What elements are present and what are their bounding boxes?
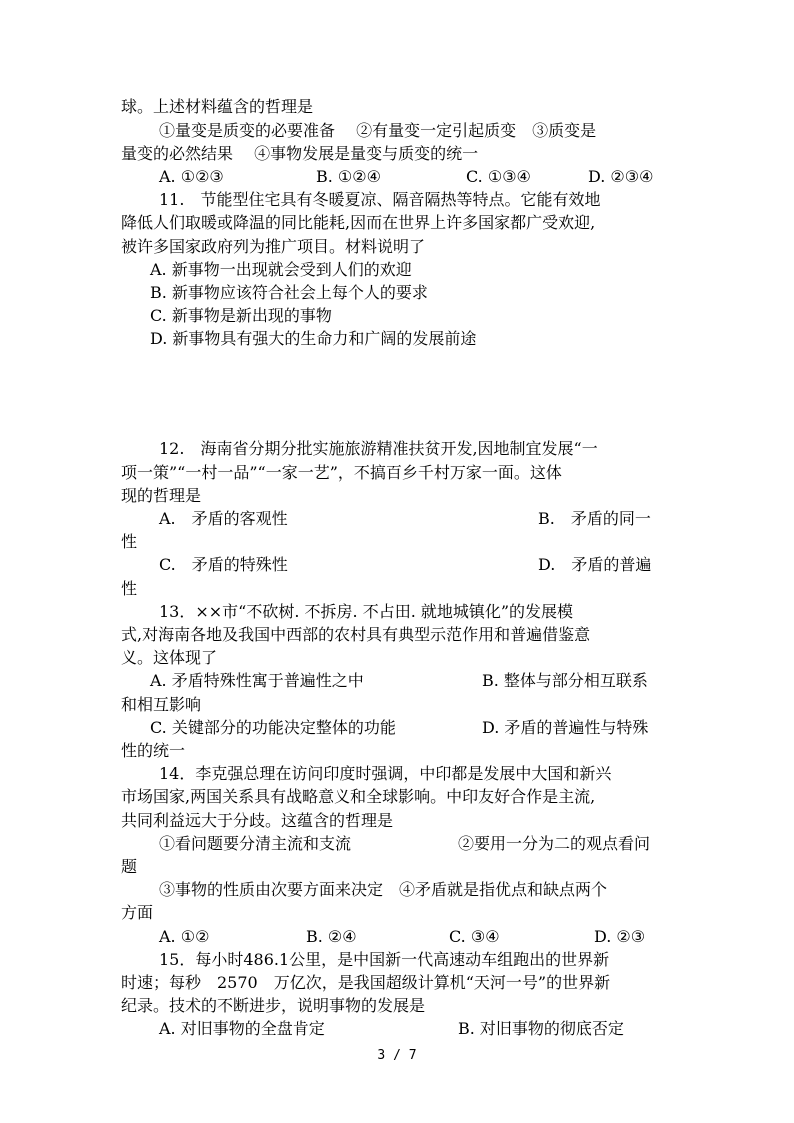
option-d: D. 矛盾的普遍 <box>538 555 652 574</box>
text-line: 现的哲理是 <box>121 486 202 505</box>
text-line: 降低人们取暖或降温的同比能耗,因而在世界上许多国家都广受欢迎, <box>121 213 596 232</box>
text-line: 量变的必然结果 ④事物发展是量变与质变的统一 <box>121 144 479 163</box>
text-line: 性的统一 <box>121 741 186 760</box>
option-b: B. 矛盾的同一 <box>538 509 651 528</box>
text-line: 题 <box>121 857 138 876</box>
option-b: B. ②④ <box>306 927 357 946</box>
question-13-stem: 13．××市“不砍树. 不拆房. 不占田. 就地城镇化”的发展模 <box>159 602 574 621</box>
option-c: C. 新事物是新出现的事物 <box>150 306 332 325</box>
text-line: 时速；每秒 2570 万亿次，是我国超级计算机“天河一号”的世界新 <box>121 973 611 992</box>
question-11-stem: 11. 节能型住宅具有冬暖夏凉、隔音隔热等特点。它能有效地 <box>159 190 601 209</box>
statement-1: ①看问题要分清主流和支流 <box>159 834 352 853</box>
question-15-stem: 15．每小时486.1公里，是中国新一代高速动车组跑出的世界新 <box>159 950 610 969</box>
option-c: C. ③④ <box>449 927 500 946</box>
option-d: D. 矛盾的普遍性与特殊 <box>482 718 649 737</box>
option-b: B. 对旧事物的彻底否定 <box>458 1019 624 1038</box>
option-d: D. ②③ <box>594 927 646 946</box>
option-a: A. 矛盾特殊性寓于普遍性之中 <box>150 671 364 690</box>
option-c: C. 关键部分的功能决定整体的功能 <box>150 718 396 737</box>
option-c: C. 矛盾的特殊性 <box>159 555 288 574</box>
text-line: 义。这体现了 <box>121 648 218 667</box>
option-b: B. ①②④ <box>316 167 381 186</box>
option-a: A. ①②③ <box>159 167 224 186</box>
option-a: A. ①② <box>159 927 210 946</box>
question-12-stem: 12. 海南省分期分批实施旅游精准扶贫开发,因地制宜发展“一 <box>159 439 598 458</box>
text-line: ①量变是质变的必要准备 ②有量变一定引起质变 ③质变是 <box>159 121 597 140</box>
text-line: 和相互影响 <box>121 695 202 714</box>
page-number: 3 / 7 <box>377 1048 417 1063</box>
statement-3-4: ③事物的性质由次要方面来决定 ④矛盾就是指优点和缺点两个 <box>159 880 608 899</box>
question-14-stem: 14．李克强总理在访问印度时强调，中印都是发展中大国和新兴 <box>159 764 612 783</box>
text-line: 被许多国家政府列为推广项目。材料说明了 <box>121 237 426 256</box>
text-line: 性 <box>121 579 138 598</box>
statement-2: ②要用一分为二的观点看问 <box>458 834 651 853</box>
option-b: B. 整体与部分相互联系 <box>482 671 648 690</box>
text-line: 方面 <box>121 903 154 922</box>
option-d: D. ②③④ <box>588 167 654 186</box>
option-b: B. 新事物应该符合社会上每个人的要求 <box>150 283 428 302</box>
text-line: 市场国家,两国关系具有战略意义和全球影响。中印友好合作是主流, <box>121 787 596 806</box>
text-line: 共同利益远大于分歧。这蕴含的哲理是 <box>121 811 394 830</box>
text-line: 性 <box>121 532 138 551</box>
option-a: A. 矛盾的客观性 <box>159 509 288 528</box>
text-line: 式,对海南各地及我国中西部的农村具有典型示范作用和普遍借鉴意 <box>121 625 591 644</box>
option-a: A. 新事物一出现就会受到人们的欢迎 <box>150 260 412 279</box>
text-line: 项一策”“一村一品”“一家一艺”，不搞百乡千村万家一面。这体 <box>121 463 562 482</box>
option-c: C. ①③④ <box>466 167 531 186</box>
text-line: 纪录。技术的不断进步，说明事物的发展是 <box>121 996 426 1015</box>
text-line: 球。上述材料蕴含的哲理是 <box>121 97 314 116</box>
option-d: D. 新事物具有强大的生命力和广阔的发展前途 <box>150 329 477 348</box>
option-a: A. 对旧事物的全盘肯定 <box>159 1019 325 1038</box>
